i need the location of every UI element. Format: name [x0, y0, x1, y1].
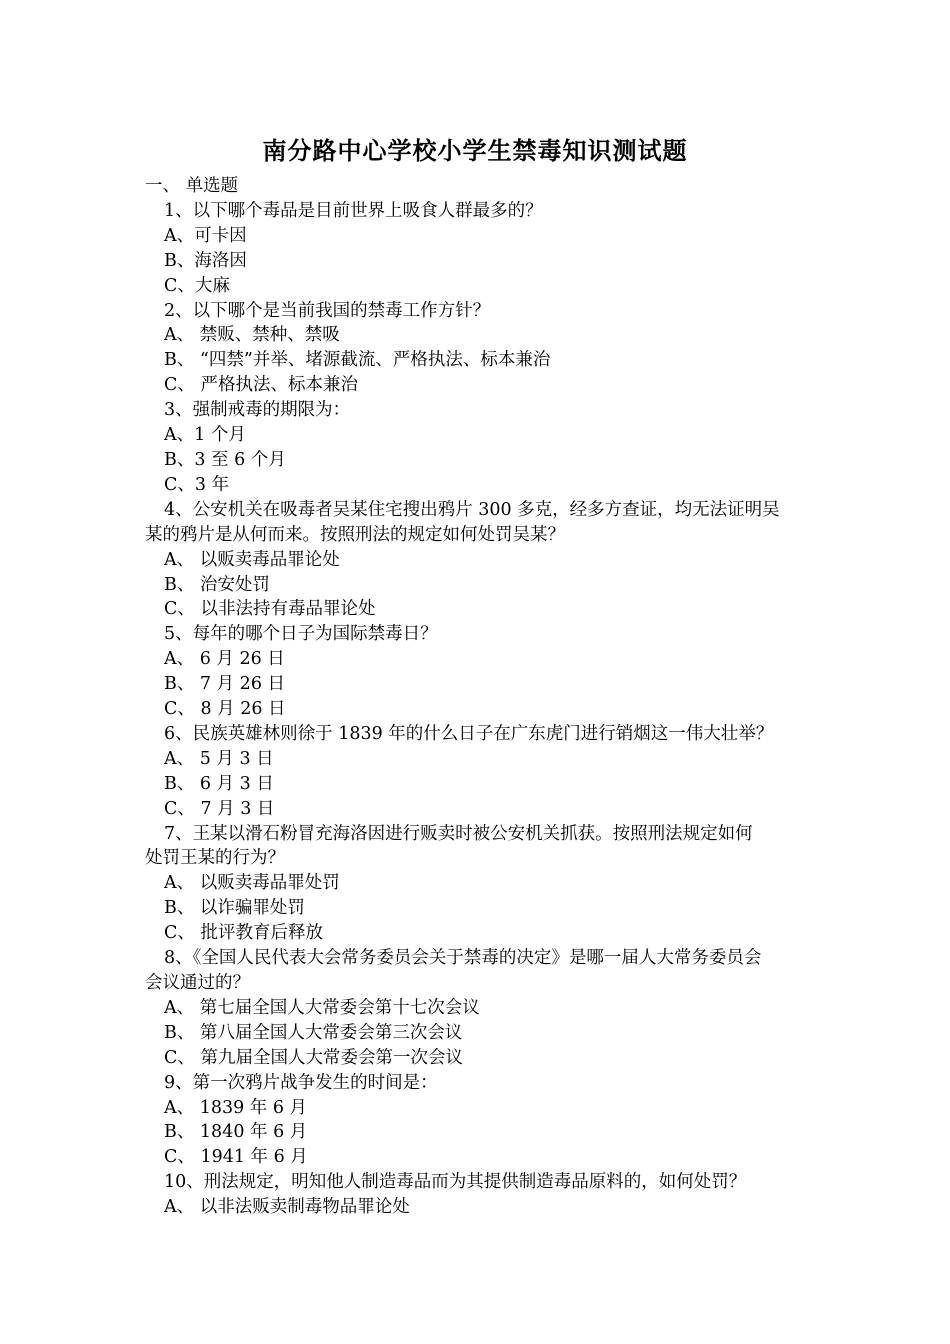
question-text-continued: 处罚王某的行为？ — [145, 848, 285, 869]
answer-option: A、 禁贩、禁种、禁吸 — [164, 325, 340, 346]
question-text-continued: 会议通过的？ — [145, 973, 250, 993]
answer-option: A、 1839 年 6 月 — [164, 1097, 308, 1118]
answer-option: C、 第九届全国人大常委会第一次会议 — [164, 1047, 463, 1068]
answer-option: B、 治安处罚 — [164, 574, 270, 595]
question-text: 8、《全国人民代表大会常务委员会关于禁毒的决定》是哪一届人大常务委员会 — [164, 948, 762, 969]
question-text: 9、第一次鸦片战争发生的时间是： — [164, 1072, 438, 1093]
answer-option: C、大麻 — [164, 275, 230, 296]
answer-option: A、 以非法贩卖制毒物品罪论处 — [164, 1197, 410, 1218]
question-text: 2、以下哪个是当前我国的禁毒工作方针？ — [164, 300, 491, 321]
document-body — [145, 174, 813, 1220]
answer-option: C、 8 月 26 日 — [164, 699, 286, 720]
question-text: 3、强制戒毒的期限为： — [164, 400, 351, 421]
answer-option: B、 以诈骗罪处罚 — [164, 898, 305, 919]
answer-option: A、 5 月 3 日 — [164, 748, 274, 769]
question-text: 1、以下哪个毒品是目前世界上吸食人群最多的？ — [164, 200, 543, 221]
answer-option: C、 批评教育后释放 — [164, 923, 323, 944]
section-heading: 一、 单选题 — [145, 176, 239, 196]
page-title: 南分路中心学校小学生禁毒知识测试题 — [262, 137, 688, 165]
answer-option: C、 以非法持有毒品罪论处 — [164, 599, 376, 620]
answer-option: C、 严格执法、标本兼治 — [164, 375, 358, 396]
answer-option: B、海洛因 — [164, 250, 247, 271]
answer-option: B、 1840 年 6 月 — [164, 1122, 308, 1143]
question-text: 7、王某以滑石粉冒充海洛因进行贩卖时被公安机关抓获。按照刑法规定如何 — [164, 823, 753, 844]
answer-option: A、 以贩卖毒品罪论处 — [164, 549, 340, 570]
answer-option: A、 以贩卖毒品罪处罚 — [164, 873, 340, 894]
answer-option: C、3 年 — [164, 474, 230, 495]
answer-option: B、 6 月 3 日 — [164, 773, 274, 794]
answer-option: B、 “四禁”并举、堵源截流、严格执法、标本兼治 — [164, 350, 551, 371]
answer-option: A、可卡因 — [164, 225, 247, 246]
answer-option: A、 6 月 26 日 — [164, 649, 285, 670]
answer-option: B、 7 月 26 日 — [164, 674, 286, 695]
answer-option: A、1 个月 — [164, 425, 246, 446]
question-text-continued: 某的鸦片是从何而来。按照刑法的规定如何处罚吴某？ — [145, 524, 565, 545]
question-text: 10、刑法规定，明知他人制造毒品而为其提供制造毒品原料的，如何处罚？ — [164, 1172, 747, 1193]
answer-option: A、 第七届全国人大常委会第十七次会议 — [164, 997, 480, 1018]
question-text: 4、公安机关在吸毒者吴某住宅搜出鸦片 300 多克，经多方查证，均无法证明吴 — [164, 499, 780, 520]
answer-option: B、 第八届全国人大常委会第三次会议 — [164, 1022, 463, 1043]
answer-option: C、 1941 年 6 月 — [164, 1147, 308, 1168]
answer-option: B、3 至 6 个月 — [164, 449, 286, 470]
question-text: 6、民族英雄林则徐于 1839 年的什么日子在广东虎门进行销烟这一伟大壮举？ — [164, 723, 774, 744]
question-text: 5、每年的哪个日子为国际禁毒日？ — [164, 624, 438, 645]
answer-option: C、 7 月 3 日 — [164, 798, 275, 819]
